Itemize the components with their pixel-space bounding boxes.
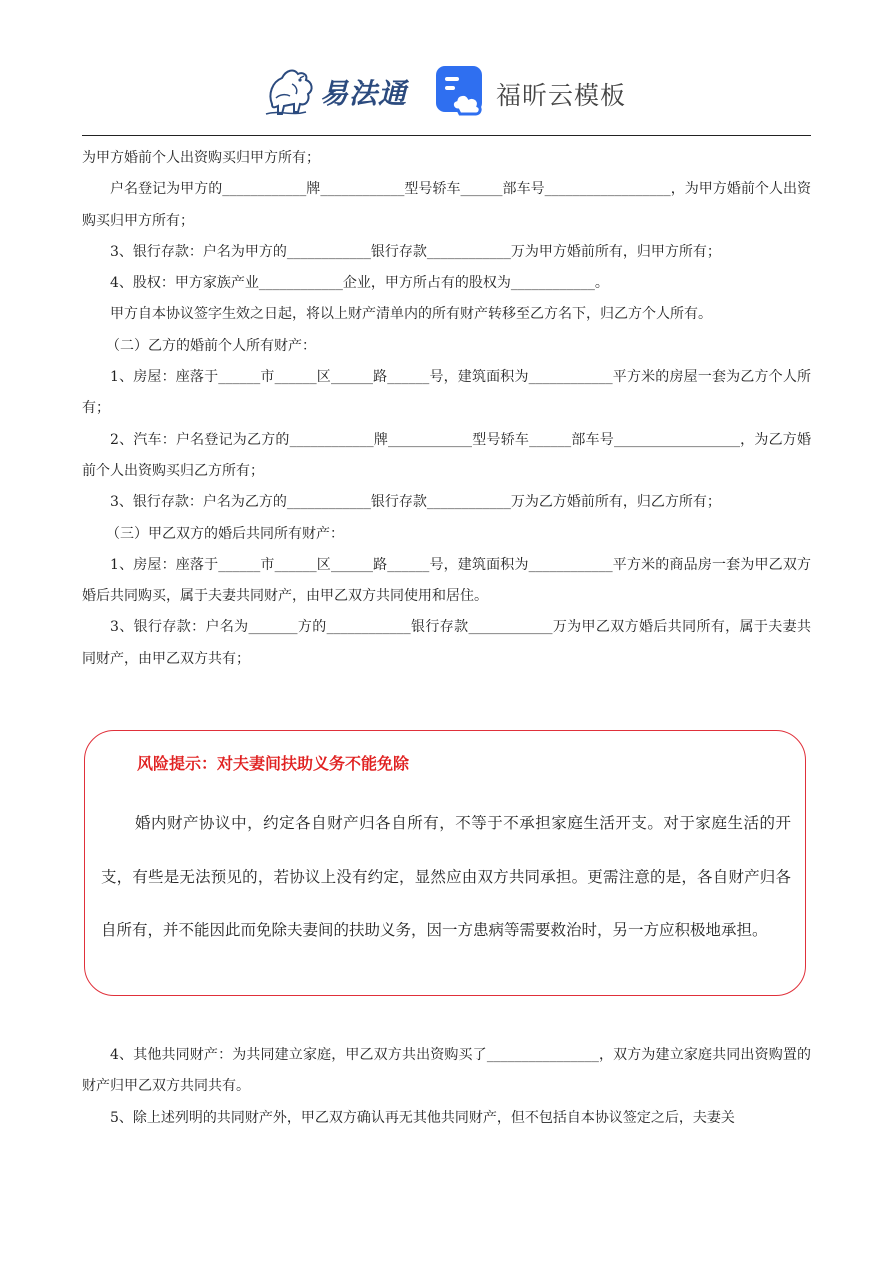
risk-warning-box [84, 730, 806, 996]
risk-warning-text: 婚内财产协议中，约定各自财产归各自所有，不等于不承担家庭生活开支。对于家庭生活的开支，有些是无法预见的，若协议上没有约定，显然应由双方共同承担。更需注意的是，各自财产归各自所有，并不能因此而免除夫妻间的扶助义务，因一方患病等需要救治时，另一方应积极地承担。 [101, 814, 791, 939]
page-header [0, 58, 893, 122]
paragraph: 1、房屋：座落于______市______区______路______号，建筑面积为____________平方米的商品房一套为甲乙双方婚后共同购买，属于夫妻共同财产，由甲乙双方共同使用和居住。 [82, 556, 811, 605]
paragraph: 户名登记为甲方的____________牌____________型号轿车______部车号__________________，为甲方婚前个人出资购买归甲方所有； [82, 181, 811, 229]
header-divider [82, 135, 811, 136]
paragraph: 4、其他共同财产：为共同建立家庭，甲乙双方共出资购买了________________，双方为建立家庭共同出资购置的财产归甲乙双方共同共有。 [82, 1047, 811, 1095]
paragraph: 3、银行存款：户名为乙方的____________银行存款____________万为乙方婚前所有，归乙方所有； [110, 494, 721, 511]
document-body-bottom [82, 1040, 811, 1134]
cloud-document-icon [436, 66, 486, 116]
section-heading: （二）乙方的婚前个人所有财产： [106, 337, 316, 354]
foxit-template-logo [436, 62, 646, 118]
paragraph: 4、股权：甲方家族产业____________企业，甲方所占有的股权为____________。 [110, 275, 609, 292]
section-heading: （三）甲乙双方的婚后共同所有财产： [106, 525, 344, 542]
risk-warning-title: 风险提示：对夫妻间扶助义务不能免除 [137, 754, 410, 773]
logo1-name: 易法通 [320, 77, 408, 110]
paragraph: 为甲方婚前个人出资购买归甲方所有； [82, 150, 320, 166]
paragraph: 5、除上述列明的共同财产外，甲乙双方确认再无其他共同财产，但不包括自本协议签定之后，夫妻关 [110, 1109, 735, 1126]
paragraph: 2、汽车：户名登记为乙方的____________牌____________型号轿车______部车号__________________，为乙方婚前个人出资购买归乙方所有； [82, 431, 811, 479]
yifatong-logo [262, 62, 414, 118]
document-body-top [82, 143, 811, 675]
paragraph: 3、银行存款：户名为甲方的____________银行存款____________万为甲方婚前所有，归甲方所有； [110, 243, 721, 260]
paragraph: 3、银行存款：户名为_______方的____________银行存款____________万为甲乙双方婚后共同所有，属于夫妻共同财产，由甲乙双方共有； [82, 619, 811, 667]
qilin-icon [262, 64, 322, 118]
paragraph: 甲方自本协议签字生效之日起，将以上财产清单内的所有财产转移至乙方名下，归乙方个人所有。 [110, 306, 712, 323]
logo2-name: 福昕云模板 [496, 81, 627, 110]
paragraph: 1、房屋：座落于______市______区______路______号，建筑面积为____________平方米的房屋一套为乙方个人所有； [82, 369, 811, 417]
